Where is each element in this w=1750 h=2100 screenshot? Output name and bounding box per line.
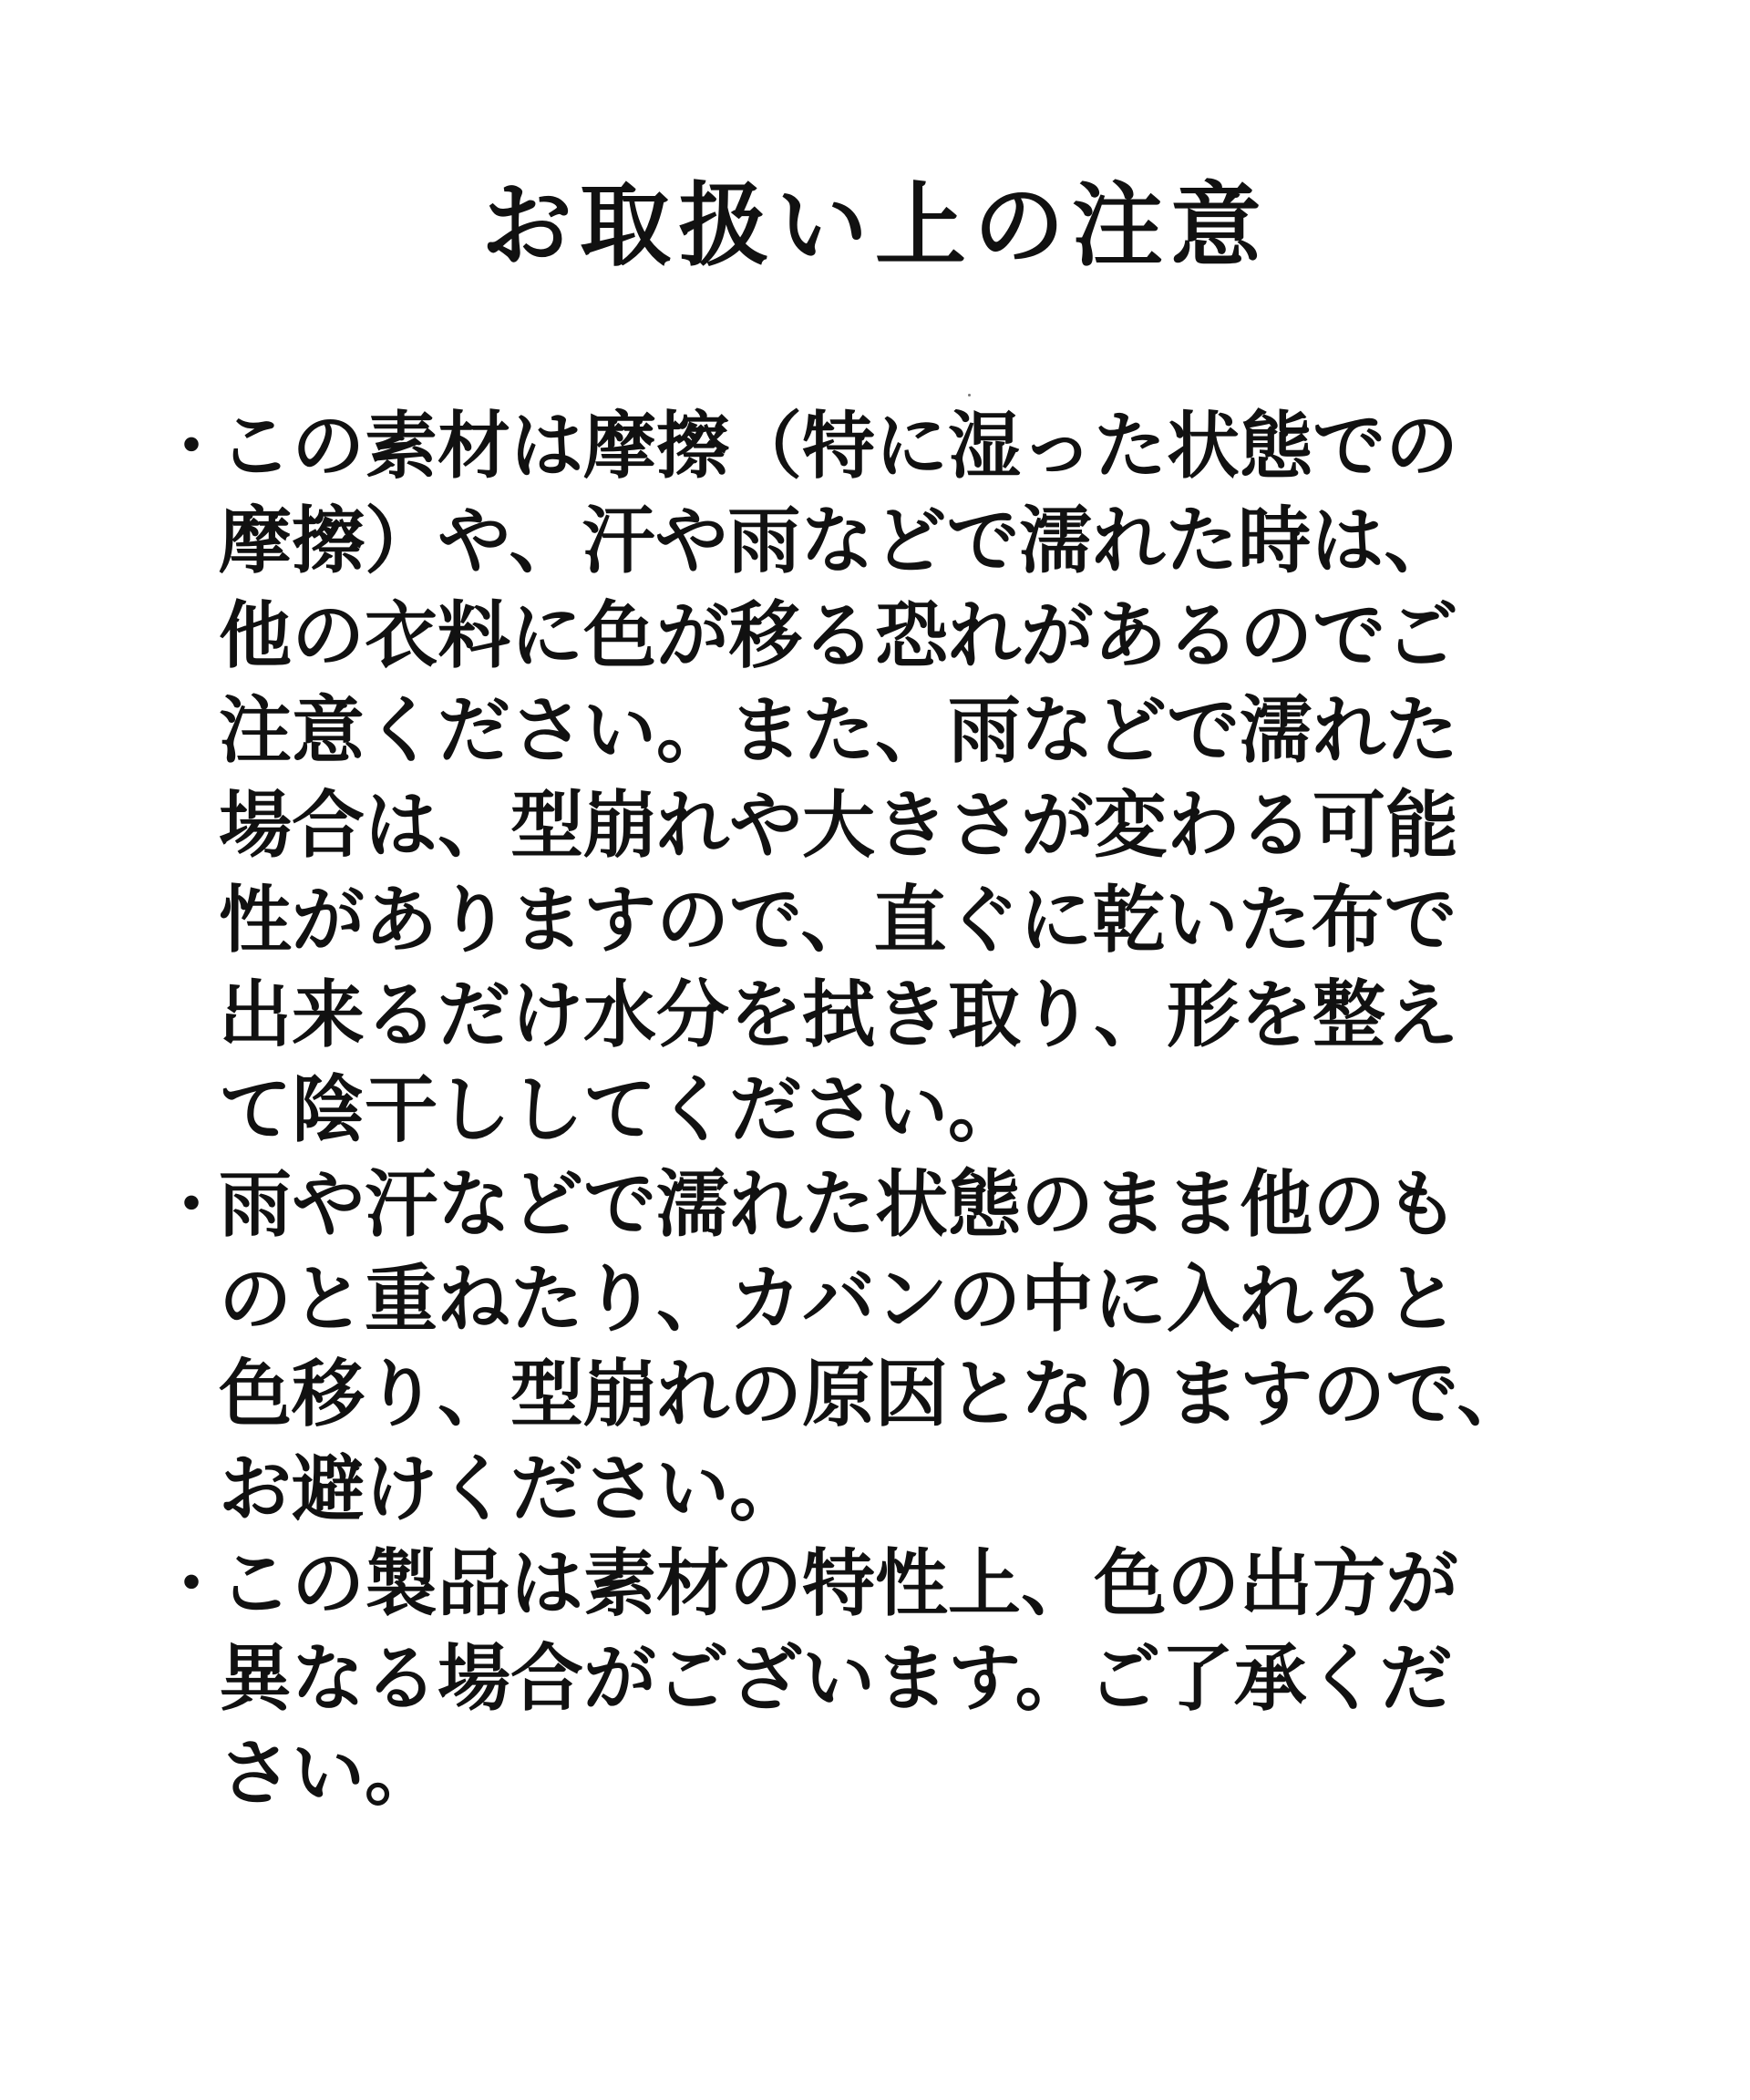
caution-line: 他の衣料に色が移る恐れがあるのでご xyxy=(219,593,1458,678)
caution-line: 雨や汗などで濡れた状態のまま他のも xyxy=(219,1162,1458,1247)
caution-line: 場合は、型崩れや大きさが変わる可能 xyxy=(219,783,1458,868)
caution-line: 出来るだけ水分を拭き取り、形を整え xyxy=(219,973,1458,1057)
caution-line: お避けください。 xyxy=(219,1446,802,1531)
caution-line: 注意ください。また、雨などで濡れた xyxy=(219,688,1458,773)
bullet-marker: ・ xyxy=(159,408,225,485)
caution-line: て陰干ししてください。 xyxy=(219,1067,1021,1152)
caution-line: のと重ねたり、カバンの中に入れると xyxy=(219,1257,1458,1342)
caution-line: 摩擦）や、汗や雨などで濡れた時は、 xyxy=(219,499,1457,583)
caution-line: 異なる場合がございます。ご了承くだ xyxy=(219,1636,1453,1721)
caution-line: 性がありますので、直ぐに乾いた布で xyxy=(219,878,1457,962)
caution-line: 色移り、型崩れの原因となりますので、 xyxy=(219,1352,1530,1436)
caution-line: さい。 xyxy=(219,1731,438,1816)
bullet-marker: ・ xyxy=(159,1167,225,1243)
notice-title: お取扱い上の注意 xyxy=(481,172,1269,279)
caution-line: この素材は摩擦（特に湿った状態での xyxy=(219,404,1458,489)
caution-line: この製品は素材の特性上、色の出方が xyxy=(219,1541,1458,1626)
bullet-marker: ・ xyxy=(159,1546,225,1622)
